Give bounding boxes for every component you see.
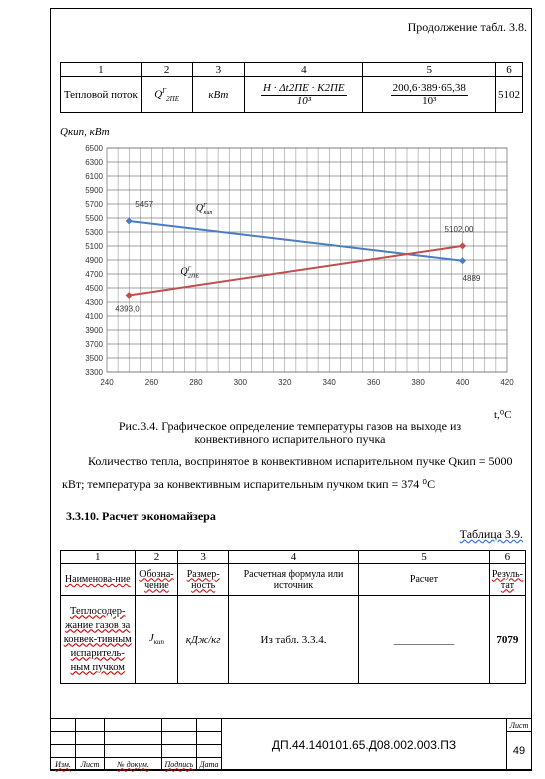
x-tick-label: 380	[411, 378, 425, 387]
y-tick-label: 4100	[85, 312, 103, 321]
y-tick-label: 6100	[85, 172, 103, 181]
top-table	[60, 62, 523, 113]
x-tick-label: 420	[500, 378, 514, 387]
header-name: Наименова-ние	[61, 564, 136, 596]
x-tick-label: 300	[233, 378, 248, 387]
y-tick-label: 3300	[85, 368, 103, 377]
row-symbol: $J_{кип}$	[135, 596, 178, 684]
x-tick-label: 240	[100, 378, 114, 387]
row-result: 5102	[496, 77, 523, 113]
row-name: Тепловой поток	[61, 77, 142, 113]
series-label-qkip: $Q^Г$ кип	[195, 203, 213, 216]
y-tick-label: 4500	[85, 284, 103, 293]
continuation-label: Продолжение табл. 3.8.	[407, 20, 527, 34]
y-tick-label: 5700	[85, 200, 103, 209]
chart-ylabel: Qкип, кВт	[60, 126, 110, 138]
header-result: Резуль-тат	[489, 564, 525, 596]
data-label: 5457	[135, 200, 154, 210]
y-tick-label: 3900	[85, 326, 103, 335]
x-tick-label: 400	[455, 378, 470, 387]
stamp-label-list: Лист	[76, 758, 105, 771]
y-tick-label: 5900	[85, 186, 103, 195]
chart-xlabel: t,⁰C	[494, 409, 512, 421]
col-number: 4	[228, 551, 358, 564]
header-symbol: Обозна-чение	[135, 564, 178, 596]
row-unit: кВт	[192, 77, 245, 113]
chart	[55, 140, 525, 410]
doc-code: ДП.44.140101.65.Д08.002.003.ПЗ	[222, 719, 507, 771]
header-unit: Размер-ность	[178, 564, 229, 596]
col-number: 5	[359, 551, 490, 564]
col-number: 3	[178, 551, 229, 564]
x-tick-label: 360	[366, 378, 381, 387]
y-tick-label: 6300	[85, 158, 103, 167]
figure-caption-line2: конвективного испарительного пучка	[194, 432, 386, 446]
table-3-9	[60, 550, 526, 684]
col-number: 2	[135, 551, 178, 564]
x-tick-label: 320	[278, 378, 292, 387]
y-tick-label: 3700	[85, 340, 103, 349]
y-tick-label: 5300	[85, 228, 103, 237]
data-label: 4393,0	[115, 304, 140, 314]
col-number: 3	[192, 63, 245, 77]
col-number: 1	[61, 551, 136, 564]
x-tick-label: 280	[189, 378, 203, 387]
col-number: 1	[61, 63, 142, 77]
row-calc: $\frac{200,6\cdot 389\cdot 65,38}{\text{10³}}$	[363, 77, 496, 113]
header-calc: Расчет	[359, 564, 490, 596]
table-label: Таблица 3.9.	[459, 527, 523, 541]
stamp-label-date: Дата	[197, 758, 222, 771]
col-number: 4	[245, 63, 363, 77]
stamp-label-sign: Подпись	[162, 758, 197, 771]
stamp-block	[50, 718, 532, 771]
data-label: 5102,00	[444, 224, 474, 234]
col-number: 2	[141, 63, 192, 77]
y-tick-label: 4300	[85, 298, 103, 307]
y-tick-label: 4900	[85, 256, 103, 265]
row-symbol: $Q^Г_{2ПЕ}$	[141, 77, 192, 113]
y-tick-label: 5100	[85, 242, 103, 251]
row-formula: $\frac{H \cdot \Delta t2ПЕ \cdot K2ПЕ}{\text{10³}}$	[245, 77, 363, 113]
figure-caption-line1: Рис.3.4. Графическое определение температуры газов на выходе из	[118, 419, 462, 433]
body-paragraph-line2: кВт; температура за конвективным испарительным пучком tкип = 374 ⁰С	[62, 477, 436, 491]
row-result: 7079	[489, 596, 525, 684]
row-name: Теплосодер-жание газов за конвек-тивным испаритель-ным пучком	[61, 596, 136, 684]
data-label: 4889	[462, 273, 481, 283]
y-tick-label: 3500	[85, 354, 103, 363]
sheet-label: Лист	[507, 719, 532, 732]
sheet-number: 49	[507, 732, 532, 771]
y-tick-label: 5500	[85, 214, 103, 223]
series-label-q2pe: $Q^Г$ 2ПЕ	[180, 266, 199, 280]
col-number: 6	[489, 551, 525, 564]
x-tick-label: 260	[144, 378, 159, 387]
x-tick-label: 340	[322, 378, 336, 387]
row-unit: кДж/кг	[178, 596, 229, 684]
y-tick-label: 4700	[85, 270, 103, 279]
header-formula: Расчетная формула или источник	[228, 564, 358, 596]
stamp-label-izm: Изм.	[51, 758, 76, 771]
row-source: Из табл. 3.3.4.	[228, 596, 358, 684]
row-calc: ___________	[359, 596, 490, 684]
body-paragraph-line1: Количество тепла, воспринятое в конвективном испарительном пучке Qкип = 5000	[88, 454, 513, 468]
section-title: 3.3.10. Расчет экономайзера	[66, 509, 216, 523]
col-number: 5	[363, 63, 496, 77]
col-number: 6	[496, 63, 523, 77]
stamp-label-doc: № докум.	[105, 758, 162, 771]
y-tick-label: 6500	[85, 144, 103, 153]
